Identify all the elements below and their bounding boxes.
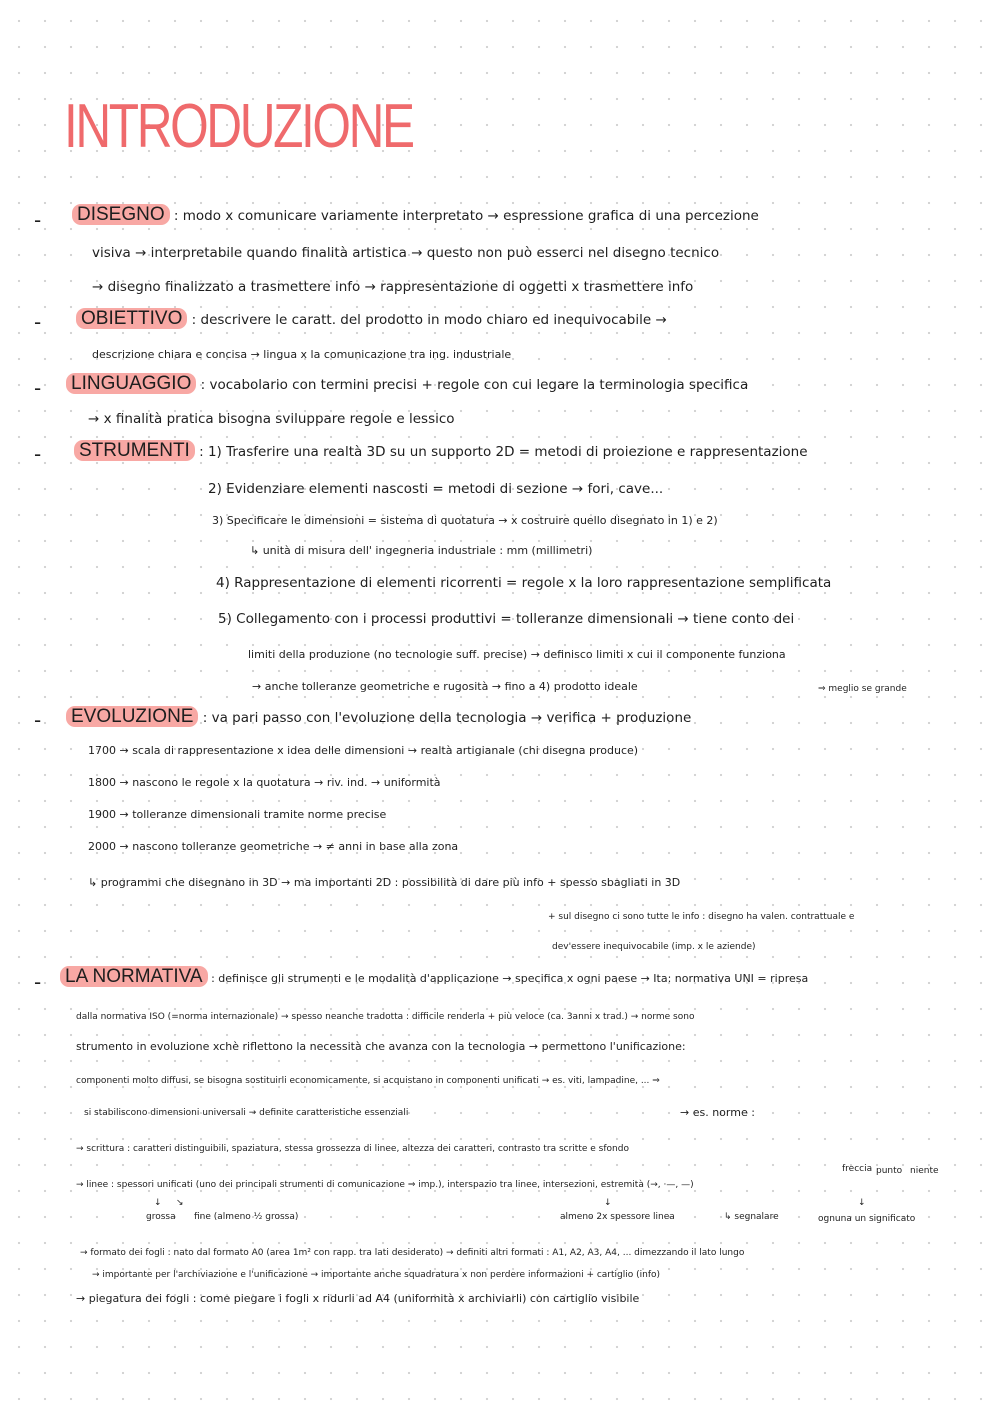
normativa-spessore: almeno 2x spessore linea bbox=[560, 1212, 675, 1222]
bullet-dash: - bbox=[34, 970, 42, 994]
evoluzione-line-1 bbox=[66, 708, 691, 727]
obiettivo-label: OBIETTIVO bbox=[76, 308, 187, 329]
linguaggio-label: LINGUAGGIO bbox=[66, 373, 196, 394]
normativa-grossa: grossa bbox=[146, 1212, 176, 1222]
arrow-down-right: ↘ bbox=[176, 1198, 184, 1208]
strumenti-line-1 bbox=[74, 442, 808, 461]
evoluzione-line-2: 1700 → scala di rappresentazione x idea delle dimensioni → realtà artigianale (chi disegna produce) bbox=[88, 744, 639, 757]
strumenti-line-5: 4) Rappresentazione di elementi ricorrenti = regole x la loro rappresentazione semplificata bbox=[216, 575, 832, 591]
evoluzione-line-6: ↳ programmi che disegnano in 3D → ma importanti 2D : possibilità di dare più info + spesso sbagliati in 3D bbox=[88, 876, 681, 889]
linguaggio-line-1 bbox=[66, 375, 748, 394]
normativa-line-9: → formato dei fogli : nato dal formato A0 (area 1m² con rapp. tra lati desiderato) → definiti altri formati : A1, A2, A3, A4, ... dimezzando il lato lungo bbox=[80, 1248, 745, 1258]
disegno-line-2: visiva → interpretabile quando finalità artistica → questo non può esserci nel disegno tecnico bbox=[92, 245, 720, 261]
disegno-label: DISEGNO bbox=[72, 204, 170, 225]
normativa-niente: niente bbox=[910, 1166, 939, 1176]
bullet-dash: - bbox=[34, 708, 42, 732]
obiettivo-line-1 bbox=[76, 310, 667, 329]
bullet-dash: - bbox=[34, 376, 42, 400]
evoluzione-line-3: 1800 → nascono le regole x la quotatura → riv. ind. → uniformità bbox=[88, 776, 441, 789]
normativa-line-11: → piegatura dei fogli : come piegare i fogli x ridurli ad A4 (uniformità x archiviarli) con cartiglio visibile bbox=[76, 1292, 640, 1305]
arrow-down: ↓ bbox=[858, 1198, 866, 1208]
evoluzione-text-1: : va pari passo con l'evoluzione della tecnologia → verifica + produzione bbox=[202, 710, 692, 726]
strumenti-line-2: 2) Evidenziare elementi nascosti = metodi di sezione → fori, cave... bbox=[208, 481, 664, 497]
bullet-dash: - bbox=[34, 310, 42, 334]
disegno-line-1 bbox=[72, 206, 759, 225]
strumenti-line-8: → anche tolleranze geometriche e rugosità → fino a 4) prodotto ideale bbox=[252, 680, 638, 693]
normativa-text-1: : definisce gli strumenti e le modalità d'applicazione → specifica x ogni paese → Ita: normativa UNI = ripresa bbox=[211, 972, 809, 985]
normativa-line-8: → linee : spessori unificati (uno dei principali strumenti di comunicazione ⇒ imp.), interspazio tra linee, intersezioni, estremità (→, ·—, —) bbox=[76, 1180, 694, 1190]
normativa-line-3: strumento in evoluzione xchè riflettono la necessità che avanza con la tecnologia → permettono l'unificazione: bbox=[76, 1040, 686, 1053]
normativa-freccia: freccia bbox=[842, 1164, 873, 1174]
strumenti-line-7: limiti della produzione (no tecnologie suff. precise) → definisco limiti x cui il componente funziona bbox=[248, 648, 786, 661]
strumenti-line-4: ↳ unità di misura dell' ingegneria industriale : mm (millimetri) bbox=[250, 544, 593, 557]
normativa-line-10: → importante per l'archiviazione e l'unificazione → importante anche squadratura x non perdere informazioni + cartiglio (info) bbox=[92, 1270, 661, 1280]
arrow-down: ↓ bbox=[154, 1198, 162, 1208]
obiettivo-line-2: descrizione chiara e concisa → lingua x la comunicazione tra ing. industriale bbox=[92, 348, 512, 361]
normativa-label: LA NORMATIVA bbox=[60, 966, 208, 987]
strumenti-line-3: 3) Specificare le dimensioni = sistema di quotatura → x costruire quello disegnato in 1) e 2) bbox=[212, 514, 718, 527]
evoluzione-line-4: 1900 → tolleranze dimensionali tramite norme precise bbox=[88, 808, 387, 821]
normativa-line-5: si stabiliscono dimensioni universali → definite caratteristiche essenziali bbox=[84, 1108, 409, 1118]
normativa-line-6: → es. norme : bbox=[680, 1106, 755, 1119]
strumenti-label: STRUMENTI bbox=[74, 440, 195, 461]
normativa-line-4: componenti molto diffusi, se bisogna sostituirli economicamente, si acquistano in componenti unificati → es. viti, lampadine, ... ⇒ bbox=[76, 1076, 660, 1086]
arrow-down: ↓ bbox=[604, 1198, 612, 1208]
bullet-dash: - bbox=[34, 208, 42, 232]
bullet-dash: - bbox=[34, 442, 42, 466]
evoluzione-label: EVOLUZIONE bbox=[66, 706, 198, 727]
normativa-segnalare: ↳ segnalare bbox=[724, 1212, 779, 1222]
strumenti-line-9: ⇒ meglio se grande bbox=[818, 684, 907, 694]
normativa-line-1 bbox=[60, 968, 808, 988]
linguaggio-text-1: : vocabolario con termini precisi + regole con cui legare la terminologia specifica bbox=[200, 377, 749, 393]
linguaggio-line-2: → x finalità pratica bisogna sviluppare regole e lessico bbox=[88, 411, 455, 427]
strumenti-text-1: : 1) Trasferire una realtà 3D su un supporto 2D = metodi di proiezione e rappresentazione bbox=[199, 444, 808, 460]
normativa-line-7: → scrittura : caratteri distinguibili, spaziatura, stessa grossezza di linee, altezza dei caratteri, contrasto tra scritte e sfondo bbox=[76, 1144, 629, 1154]
disegno-text-1: : modo x comunicare variamente interpretato → espressione grafica di una percezione bbox=[173, 208, 759, 224]
evoluzione-line-5: 2000 → nascono tolleranze geometriche → ≠ anni in base alla zona bbox=[88, 840, 459, 853]
obiettivo-text-1: : descrivere le caratt. del prodotto in modo chiaro ed inequivocabile → bbox=[191, 312, 667, 328]
strumenti-line-6: 5) Collegamento con i processi produttivi = tolleranze dimensionali → tiene conto dei bbox=[218, 611, 795, 627]
normativa-line-2: dalla normativa ISO (=norma internazionale) → spesso neanche tradotta : difficile renderla + più veloce (ca. 3anni x trad.) → norme sono bbox=[76, 1012, 695, 1022]
page-title: INTRODUZIONE bbox=[64, 92, 413, 161]
evoluzione-line-8: dev'essere inequivocabile (imp. x le aziende) bbox=[552, 942, 756, 952]
normativa-punto: punto bbox=[876, 1166, 903, 1176]
normativa-fine: fine (almeno ½ grossa) bbox=[194, 1212, 299, 1222]
evoluzione-line-7: + sul disegno ci sono tutte le info : disegno ha valen. contrattuale e bbox=[548, 912, 855, 922]
normativa-significato: ognuna un significato bbox=[818, 1214, 916, 1224]
disegno-line-3: → disegno finalizzato a trasmettere info → rappresentazione di oggetti x trasmettere info bbox=[92, 279, 694, 295]
